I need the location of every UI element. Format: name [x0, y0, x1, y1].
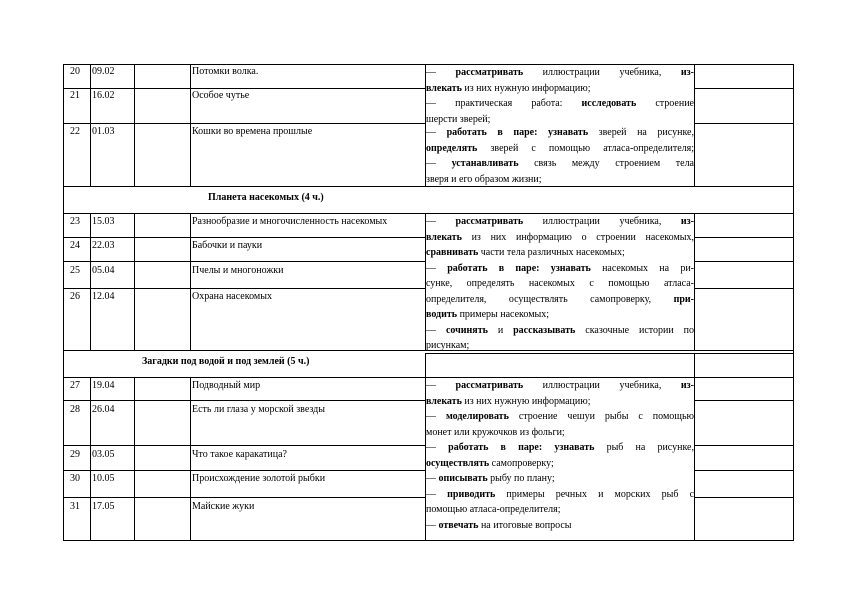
lesson-topic: Бабочки и пауки [192, 240, 263, 251]
lesson-date: 17.05 [92, 501, 115, 512]
activity-line: влекать из них нужную информацию; [426, 82, 591, 94]
lesson-date: 19.04 [92, 380, 115, 391]
lesson-number: 31 [70, 501, 80, 512]
section-title-insects: Планета насекомых (4 ч.) [208, 192, 324, 203]
lesson-topic: Особое чутье [192, 90, 250, 101]
lesson-number: 30 [70, 473, 80, 484]
activities-block-underwater [426, 378, 694, 533]
activity-line: — моделировать строение чешуи рыбы с помощью [426, 411, 694, 422]
lesson-topic: Подводный мир [192, 380, 261, 391]
lesson-topic: Есть ли глаза у морской звезды [192, 404, 325, 415]
activity-line: сунке, определять насекомых с помощью атласа- [426, 278, 694, 289]
lesson-number: 29 [70, 449, 80, 460]
activity-line: — работать в паре: узнавать зверей на рисунке, [426, 127, 694, 138]
activity-line: влекать из них информацию о строении насекомых, [426, 231, 694, 243]
lesson-date: 01.03 [92, 126, 115, 137]
lesson-date: 22.03 [92, 240, 115, 251]
activities-block-animals-2 [426, 125, 694, 187]
activity-line: влекать из них нужную информацию; [426, 395, 591, 407]
lesson-number: 20 [70, 66, 80, 77]
activity-line: — работать в паре: узнавать рыб на рисунке, [426, 442, 694, 453]
lesson-topic: Кошки во времена прошлые [192, 126, 313, 137]
activity-line: рисункам; [426, 340, 470, 351]
activity-line: определять зверей с помощью атласа-определителя; [426, 142, 694, 154]
lesson-date: 09.02 [92, 66, 115, 77]
activity-line: — практическая работа: исследовать строение [426, 98, 694, 109]
activity-line: водить примеры насекомых; [426, 309, 550, 320]
lesson-date: 05.04 [92, 265, 115, 276]
lesson-topic: Охрана насекомых [192, 291, 272, 302]
lesson-number: 24 [70, 240, 80, 251]
activity-line: — отвечать на итоговые вопросы [426, 519, 572, 531]
activity-line: монет или кружочков из фольги; [426, 426, 565, 438]
activity-line: сравнивать части тела различных насекомых; [426, 247, 625, 258]
section-title-underwater: Загадки под водой и под землей (5 ч.) [142, 356, 310, 367]
lesson-topic: Что такое каракатица? [192, 449, 287, 460]
lesson-date: 12.04 [92, 291, 115, 302]
activity-line: — рассматривать иллюстрации учебника, из- [426, 67, 694, 78]
activity-line: — описывать рыбу по плану; [426, 473, 555, 484]
lesson-topic: Майские жуки [192, 501, 255, 512]
lesson-date: 03.05 [92, 449, 115, 460]
activity-line: зверя и его образом жизни; [426, 173, 542, 185]
activity-line: шерсти зверей; [426, 113, 491, 125]
activities-block-animals-1 [426, 65, 694, 127]
activities-block-insects [426, 214, 694, 354]
lesson-topic: Потомки волка. [192, 66, 259, 77]
lesson-number: 23 [70, 216, 80, 227]
lesson-date: 10.05 [92, 473, 115, 484]
activity-line: — сочинять и рассказывать сказочные истории по [426, 324, 694, 336]
activity-line: — рассматривать иллюстрации учебника, из- [426, 216, 694, 227]
activity-line: осуществлять самопроверку; [426, 457, 554, 469]
lesson-topic: Пчелы и многоножки [192, 265, 284, 276]
activity-line: — приводить примеры речных и морских рыб с [426, 488, 694, 500]
activity-line: помощью атласа-определителя; [426, 504, 561, 515]
lesson-date: 26.04 [92, 404, 115, 415]
lesson-number: 27 [70, 380, 80, 391]
lesson-number: 25 [70, 265, 80, 276]
lesson-topic: Разнообразие и многочисленность насекомых [192, 216, 388, 227]
lesson-date: 16.02 [92, 90, 115, 101]
activity-line: — устанавливать связь между строением тела [426, 158, 694, 169]
lesson-number: 21 [70, 90, 80, 101]
lesson-number: 28 [70, 404, 80, 415]
lesson-topic: Происхождение золотой рыбки [192, 473, 326, 484]
lesson-date: 15.03 [92, 216, 115, 227]
lesson-number: 26 [70, 291, 80, 302]
activity-line: — рассматривать иллюстрации учебника, из- [426, 380, 694, 391]
activity-line: определителя, осуществлять самопроверку, при- [426, 293, 694, 305]
activity-line: — работать в паре: узнавать насекомых на ри- [426, 262, 694, 274]
lesson-number: 22 [70, 126, 80, 137]
